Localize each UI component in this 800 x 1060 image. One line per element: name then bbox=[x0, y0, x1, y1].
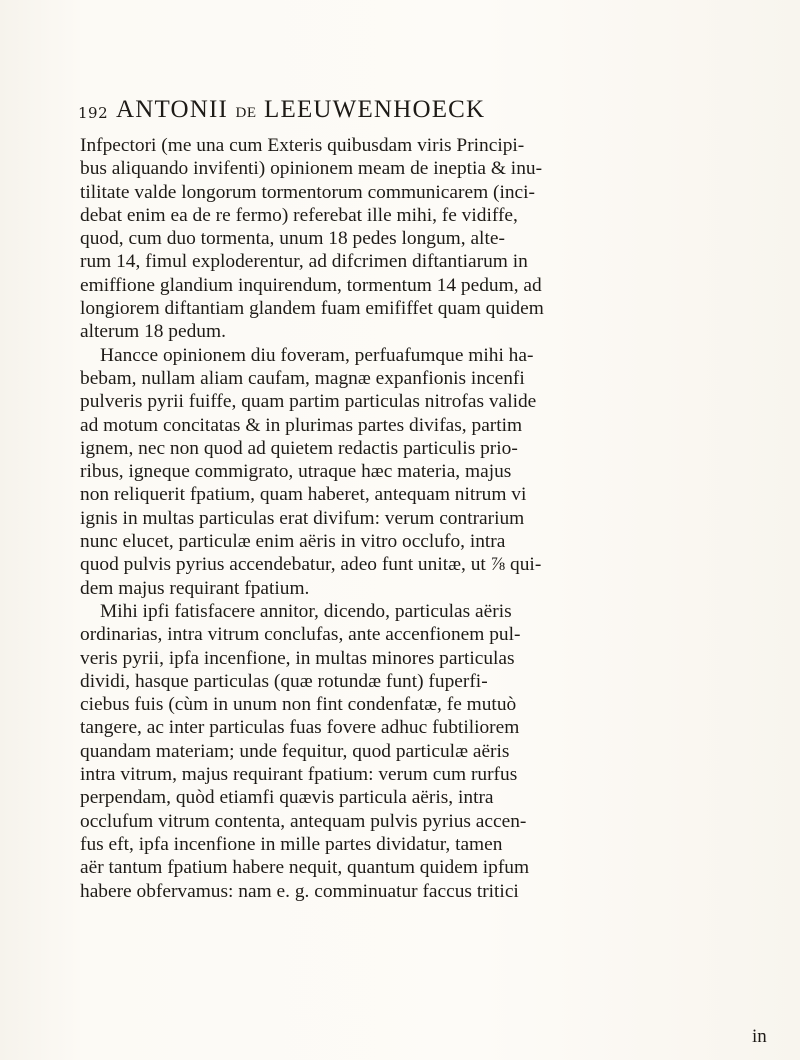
running-head-surname: LEEUWENHOECK bbox=[264, 96, 486, 123]
text-line: Mihi ipfi fatisfacere annitor, dicendo, particulas aëris bbox=[100, 600, 512, 622]
text-line: occlufum vitrum contenta, antequam pulvis pyrius accen- bbox=[80, 810, 527, 832]
text-line: habere obfervamus: nam e. g. comminuatur faccus tritici bbox=[80, 880, 519, 902]
text-line: quod pulvis pyrius accendebatur, adeo funt unitæ, ut ⅞ qui- bbox=[80, 554, 542, 576]
text-line: aër tantum fpatium habere nequit, quantum quidem ipfum bbox=[80, 857, 530, 879]
text-line: tilitate valde longorum tormentorum communicarem (inci- bbox=[80, 181, 536, 203]
text-line: bus aliquando invifenti) opinionem meam de ineptia & inu- bbox=[80, 158, 543, 180]
catchword: in bbox=[752, 1026, 767, 1047]
running-head bbox=[116, 96, 485, 124]
text-line: fus eft, ipfa incenfione in mille partes dividatur, tamen bbox=[80, 833, 503, 855]
text-line: Hancce opinionem diu foveram, perfuafumque mihi ha- bbox=[100, 344, 534, 366]
running-head-particle: DE bbox=[235, 105, 257, 121]
text-line: dividi, hasque particulas (quæ rotundæ funt) fuperfi- bbox=[80, 670, 488, 692]
text-line: perpendam, quòd etiamfi quævis particula aëris, intra bbox=[80, 787, 494, 809]
text-line: alterum 18 pedum. bbox=[80, 321, 226, 343]
text-line: ribus, igneque commigrato, utraque hæc materia, majus bbox=[80, 461, 512, 483]
body-text bbox=[80, 134, 770, 903]
text-line: veris pyrii, ipfa incenfione, in multas minores particulas bbox=[80, 647, 515, 669]
text-line: ignem, nec non quod ad quietem redactis particulis prio- bbox=[80, 437, 518, 459]
text-line: tangere, ac inter particulas fuas fovere adhuc fubtiliorem bbox=[80, 717, 520, 739]
text-line: emiffione glandium inquirendum, tormentum 14 pedum, ad bbox=[80, 274, 542, 296]
text-line: debat enim ea de re fermo) referebat ille mihi, fe vidiffe, bbox=[80, 204, 518, 226]
page-header bbox=[78, 96, 768, 126]
page-number: 192 bbox=[78, 104, 109, 122]
text-line: ignis in multas particulas erat divifum: verum contrarium bbox=[80, 507, 525, 529]
text-line: ciebus fuis (cùm in unum non fint condenfatæ, fe mutuò bbox=[80, 694, 517, 716]
text-line: pulveris pyrii fuiffe, quam partim particulas nitrofas valide bbox=[80, 391, 537, 413]
text-line: quandam materiam; unde fequitur, quod particulæ aëris bbox=[80, 740, 510, 762]
text-line: ordinarias, intra vitrum conclufas, ante accenfionem pul- bbox=[80, 624, 521, 646]
text-line: ad motum concitatas & in plurimas partes divifas, partim bbox=[80, 414, 523, 436]
text-line: bebam, nullam aliam caufam, magnæ expanfionis incenfi bbox=[80, 367, 525, 389]
text-line: rum 14, fimul exploderentur, ad difcrimen diftantiarum in bbox=[80, 251, 528, 273]
text-line: Infpectori (me una cum Exteris quibusdam viris Principi- bbox=[80, 135, 525, 156]
text-line: longiorem diftantiam glandem fuam emififfet quam quidem bbox=[80, 298, 544, 320]
text-line: nunc elucet, particulæ enim aëris in vitro occlufo, intra bbox=[80, 531, 506, 553]
text-line: quod, cum duo tormenta, unum 18 pedes longum, alte- bbox=[80, 228, 505, 250]
running-head-author: ANTONII bbox=[116, 96, 229, 123]
text-line: dem majus requirant fpatium. bbox=[80, 577, 310, 599]
text-line: intra vitrum, majus requirant fpatium: verum cum rurfus bbox=[80, 764, 518, 786]
text-line: non reliquerit fpatium, quam haberet, antequam nitrum vi bbox=[80, 484, 527, 506]
